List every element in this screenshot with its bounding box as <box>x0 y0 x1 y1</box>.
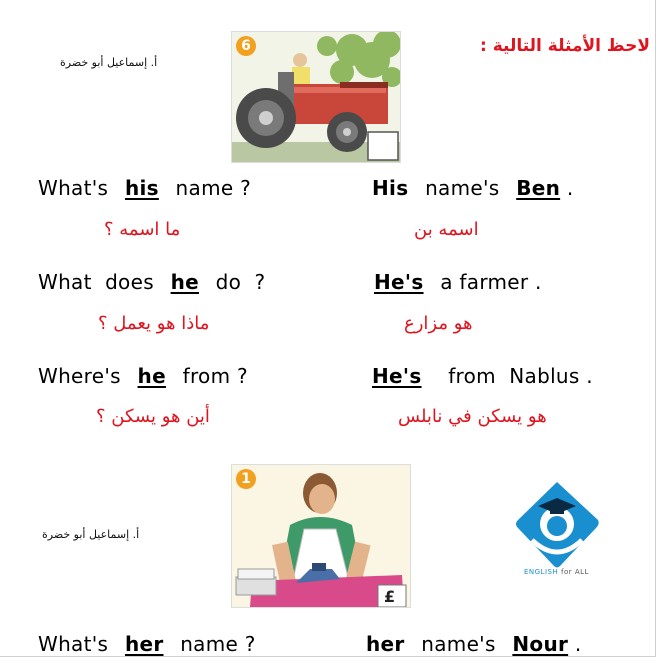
question-1 <box>38 176 251 200</box>
author-credit-bottom: أ. إسماعيل أبو خضرة <box>42 528 140 541</box>
question-4 <box>38 632 256 656</box>
answer-4-keyword: her <box>366 632 405 656</box>
question-3-keyword: he <box>137 364 166 388</box>
question-2 <box>38 270 265 294</box>
question-2-keyword: he <box>170 270 199 294</box>
question-2-start: What does <box>38 270 154 294</box>
pound-symbol: £ <box>384 587 396 606</box>
answer-3-keyword: He's <box>372 364 422 388</box>
answer-2 <box>374 270 542 294</box>
logo-text-english: ENGLISH <box>524 568 559 576</box>
question-1-arabic: ما اسمه ؟ <box>104 219 181 240</box>
question-3-arabic: أين هو يسكن ؟ <box>96 406 210 427</box>
logo-text-for-all: for ALL <box>561 568 589 576</box>
question-1-end: name ? <box>175 176 252 200</box>
tractor-farmer-picture <box>231 31 401 163</box>
answer-4-name: Nour <box>512 632 569 656</box>
answer-2-end: a farmer . <box>440 270 542 294</box>
answer-1-keyword: His <box>372 176 409 200</box>
question-2-end: do ? <box>215 270 266 294</box>
question-3-start: Where's <box>38 364 121 388</box>
question-1-keyword: his <box>124 176 159 200</box>
picture-number-badge: 6 <box>236 36 256 56</box>
answer-1-period: . <box>566 176 574 200</box>
ironing-woman-picture <box>231 464 411 608</box>
tractor-illustration <box>232 32 400 162</box>
question-4-end: name ? <box>180 632 256 656</box>
question-1-start: What's <box>38 176 109 200</box>
ironing-illustration <box>232 465 410 607</box>
answer-4-period: . <box>574 632 582 656</box>
answer-3-arabic: هو يسكن في نابلس <box>398 406 547 427</box>
exercise-heading: لاحظ الأمثلة التالية : <box>480 36 651 56</box>
answer-1 <box>372 176 573 200</box>
question-2-arabic: ماذا هو يعمل ؟ <box>98 313 210 334</box>
author-credit-top: أ. إسماعيل أبو خضرة <box>60 56 158 69</box>
answer-4-middle: name's <box>421 632 496 656</box>
answer-1-middle: name's <box>425 176 500 200</box>
question-4-keyword: her <box>124 632 164 656</box>
answer-2-keyword: He's <box>374 270 424 294</box>
answer-3-end: from Nablus . <box>448 364 593 388</box>
answer-1-arabic: اسمه بن <box>414 219 479 240</box>
answer-2-arabic: هو مزارع <box>404 313 473 334</box>
picture-number-badge-2: 1 <box>236 469 256 489</box>
answer-3 <box>372 364 593 388</box>
answer-4 <box>366 632 581 656</box>
question-3 <box>38 364 248 388</box>
answer-1-name: Ben <box>516 176 561 200</box>
question-4-start: What's <box>38 632 109 656</box>
logo-mark-icon <box>512 480 602 572</box>
english-for-all-logo <box>512 480 602 576</box>
question-3-end: from ? <box>182 364 248 388</box>
